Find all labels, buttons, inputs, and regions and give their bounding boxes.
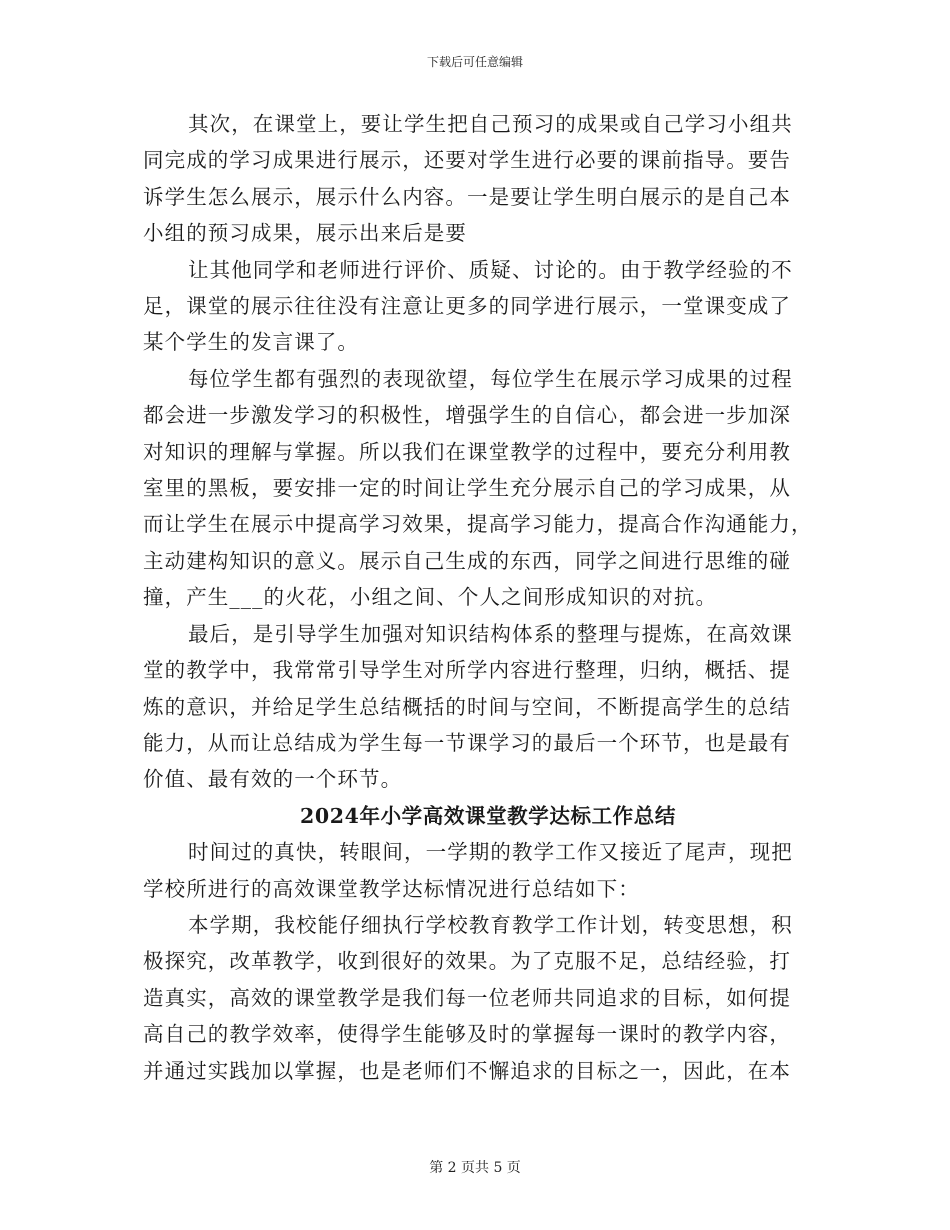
text-line: 学校所进行的高效课堂教学达标情况进行总结如下： [143,876,640,901]
paragraph [143,106,803,252]
paragraph [143,907,803,1089]
text-line: 每位学生都有强烈的表现欲望，每位学生在展示学习成果的过程 [188,366,793,391]
text-line: 室里的黑板，要安排一定的时间让学生充分展示自己的学习成果，从 [143,476,791,501]
text-line: 价值、最有效的一个环节。 [143,767,403,792]
text-line: 小组的预习成果，展示出来后是要 [143,221,467,246]
text-line: 时间过的真快，转眼间，一学期的教学工作又接近了尾声，现把 [188,840,793,865]
section-title: 2024年小学高效课堂教学达标工作总结 [300,803,676,828]
text-line: 诉学生怎么展示，展示什么内容。一是要让学生明白展示的是自己本 [143,184,791,209]
text-line: 某个学生的发言课了。 [143,330,359,355]
text-line: 对知识的理解与掌握。所以我们在课堂教学的过程中，要充分利用教 [143,439,791,464]
paragraph [143,834,803,907]
text-line: 高自己的教学效率，使得学生能够及时的掌握每一课时的教学内容， [143,1022,791,1047]
text-line: 极探究，改革教学，收到很好的效果。为了克服不足，总结经验，打 [143,949,791,974]
page-footer: 第 2 页共 5 页 [429,1160,521,1176]
text-line: 足，课堂的展示往往没有注意让更多的同学进行展示，一堂课变成了 [143,294,791,319]
text-line: 最后，是引导学生加强对知识结构体系的整理与提炼，在高效课 [188,621,793,646]
page-header: 下载后可任意编辑 [426,55,523,69]
paragraph [143,616,803,798]
text-line: 其次，在课堂上，要让学生把自己预习的成果或自己学习小组共 [188,112,793,136]
text-line: 让其他同学和老师进行评价、质疑、讨论的。由于教学经验的不 [188,257,793,282]
document-body [143,106,813,1089]
text-line: 本学期，我校能仔细执行学校教育教学工作计划，转变思想，积 [188,912,793,937]
text-line: 并通过实践加以掌握，也是老师们不懈追求的目标之一，因此，在本 [143,1058,791,1083]
text-line: 而让学生在展示中提高学习效果，提高学习能力，提高合作沟通能力， [143,512,813,537]
text-line: 主动建构知识的意义。展示自己生成的东西，同学之间进行思维的碰 [143,548,791,573]
text-line: 炼的意识，并给足学生总结概括的时间与空间，不断提高学生的总结 [143,694,791,719]
paragraph [143,252,803,361]
text-line: 堂的教学中，我常常引导学生对所学内容进行整理，归纳，概括、提 [143,658,791,683]
text-line: 造真实，高效的课堂教学是我们每一位老师共同追求的目标，如何提 [143,985,791,1010]
paragraph [143,361,813,616]
text-line: 同完成的学习成果进行展示，还要对学生进行必要的课前指导。要告 [143,148,791,173]
text-line: 都会进一步激发学习的积极性，增强学生的自信心，都会进一步加深 [143,403,791,428]
text-line: 撞，产生___的火花，小组之间、个人之间形成知识的对抗。 [143,585,718,610]
text-line: 能力，从而让总结成为学生每一节课学习的最后一个环节，也是最有 [143,730,791,755]
